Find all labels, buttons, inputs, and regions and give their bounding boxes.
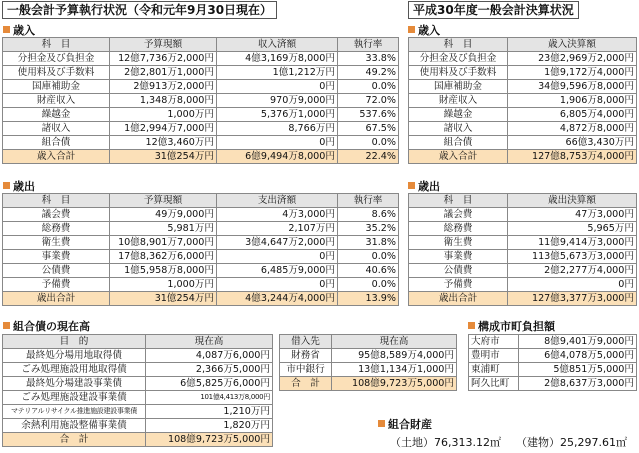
table-row (3, 377, 273, 391)
table-cell: 事業費 (3, 250, 110, 264)
table-row (409, 122, 637, 136)
table-cell: 17億8,362万6,000円 (110, 250, 217, 264)
table-cell: 0.0% (338, 80, 399, 94)
table-cell: 113億5,673万3,000円 (508, 250, 637, 264)
total-cell: 108億9,723万5,000円 (332, 377, 457, 391)
column-header: 支出済額 (217, 194, 338, 208)
table-cell: 6億5,825万6,000円 (146, 377, 273, 391)
table-cell: 1,000万円 (110, 108, 217, 122)
table-cell: 最終処分場建設事業債 (3, 377, 146, 391)
table-row (409, 250, 637, 264)
table-cell: 阿久比町 (469, 377, 519, 391)
table-cell: 4万3,000円 (217, 208, 338, 222)
table-cell: 11億9,414万3,000円 (508, 236, 637, 250)
column-header: 目 的 (3, 335, 146, 349)
table-cell: 国庫補助金 (409, 80, 508, 94)
total-cell: 歳出合計 (409, 292, 508, 306)
table-cell: 0.0% (338, 278, 399, 292)
table-cell: 101億4,413万8,000円 (146, 391, 273, 405)
table-row (409, 94, 637, 108)
table-row (409, 222, 637, 236)
revenue-budget-table (2, 37, 399, 164)
expenditure-budget-table (2, 193, 399, 306)
table-row (3, 363, 273, 377)
right-main-title: 平成30年度一般会計決算状況 (408, 1, 579, 19)
total-cell: 31億254万円 (110, 292, 217, 306)
table-cell: 諸収入 (3, 122, 110, 136)
table-cell: 66億3,430万円 (508, 136, 637, 150)
total-row (409, 150, 637, 164)
total-cell: 13.9% (338, 292, 399, 306)
table-cell: 33.8% (338, 52, 399, 66)
total-cell: 合 計 (280, 377, 332, 391)
table-cell: 0円 (217, 278, 338, 292)
column-header: 予算現額 (110, 38, 217, 52)
table-row (3, 391, 273, 405)
column-header: 科 目 (409, 194, 508, 208)
table-cell: 5,965万円 (508, 222, 637, 236)
table-cell: 繰越金 (3, 108, 110, 122)
table-cell: 10億8,901万7,000円 (110, 236, 217, 250)
table-cell: 34億9,596万8,000円 (508, 80, 637, 94)
square-marker-icon (378, 420, 385, 427)
table-cell: 公債費 (3, 264, 110, 278)
table-cell: 0円 (217, 250, 338, 264)
column-header: 予算現額 (110, 194, 217, 208)
column-header: 科 目 (409, 38, 508, 52)
column-header: 歳出決算額 (508, 194, 637, 208)
table-cell: 組合債 (3, 136, 110, 150)
table-cell: 財務省 (280, 349, 332, 363)
table-cell: 1,906万8,000円 (508, 94, 637, 108)
table-cell: 1億1,212万円 (217, 66, 338, 80)
table-cell: 2,366万5,000円 (146, 363, 273, 377)
column-header: 歳入決算額 (508, 38, 637, 52)
table-row (3, 94, 399, 108)
table-cell: 財産収入 (3, 94, 110, 108)
expenditure-settlement-table (408, 193, 637, 306)
total-row (3, 150, 399, 164)
table-cell: 2,107万円 (217, 222, 338, 236)
table-cell: 予備費 (3, 278, 110, 292)
square-marker-icon (468, 322, 475, 329)
table-row (469, 377, 637, 391)
table-cell: 大府市 (469, 335, 519, 349)
table-row (3, 122, 399, 136)
table-row (3, 222, 399, 236)
table-cell: ごみ処理施設用地取得債 (3, 363, 146, 377)
table-cell: 総務費 (3, 222, 110, 236)
table-cell: 総務費 (409, 222, 508, 236)
table-cell: 財産収入 (409, 94, 508, 108)
table-cell: 8,766万円 (217, 122, 338, 136)
table-cell: 2億2,801万1,000円 (110, 66, 217, 80)
table-cell: 組合債 (409, 136, 508, 150)
column-header: 執行率 (338, 38, 399, 52)
table-cell: 8億9,401万9,000円 (519, 335, 637, 349)
table-cell: 6億4,078万5,000円 (519, 349, 637, 363)
table-cell: 1,348万8,000円 (110, 94, 217, 108)
table-row (3, 278, 399, 292)
table-cell: 衛生費 (409, 236, 508, 250)
table-row (409, 136, 637, 150)
property-heading: 組合財産 (378, 416, 432, 432)
table-row (3, 80, 399, 94)
table-cell: 事業費 (409, 250, 508, 264)
total-cell: 22.4% (338, 150, 399, 164)
total-cell: 歳出合計 (3, 292, 110, 306)
table-cell: 4,872万8,000円 (508, 122, 637, 136)
table-row (3, 136, 399, 150)
table-cell: 議会費 (409, 208, 508, 222)
table-cell: 31.8% (338, 236, 399, 250)
table-row (409, 108, 637, 122)
table-cell: 537.6% (338, 108, 399, 122)
table-header-row (3, 194, 399, 208)
table-cell: 0円 (217, 136, 338, 150)
burden-heading: 構成市町負担額 (468, 318, 555, 334)
table-cell: 諸収入 (409, 122, 508, 136)
property-values (390, 434, 627, 450)
table-cell: 国庫補助金 (3, 80, 110, 94)
table-cell: 47万3,000円 (508, 208, 637, 222)
table-cell: 0.0% (338, 136, 399, 150)
table-cell: 使用料及び手数料 (409, 66, 508, 80)
building-area: （建物）25,297.61㎡ (515, 436, 627, 449)
table-cell: 12億7,736万2,000円 (110, 52, 217, 66)
square-marker-icon (408, 26, 415, 33)
table-cell: 6,485万9,000円 (217, 264, 338, 278)
table-cell: 1,000万円 (110, 278, 217, 292)
column-header: 借入先 (280, 335, 332, 349)
table-cell: 東浦町 (469, 363, 519, 377)
table-cell: 72.0% (338, 94, 399, 108)
table-row (3, 66, 399, 80)
column-header: 科 目 (3, 194, 110, 208)
column-header: 執行率 (338, 194, 399, 208)
table-row (3, 405, 273, 419)
table-row (469, 335, 637, 349)
table-cell: 衛生費 (3, 236, 110, 250)
table-row (469, 363, 637, 377)
table-cell: 6,805万4,000円 (508, 108, 637, 122)
table-cell: 5,376万1,000円 (217, 108, 338, 122)
table-cell: 1億5,958万8,000円 (110, 264, 217, 278)
table-header-row (409, 194, 637, 208)
table-cell: 0.0% (338, 250, 399, 264)
table-row (280, 363, 457, 377)
table-row (409, 264, 637, 278)
table-cell: 13億1,134万1,000円 (332, 363, 457, 377)
table-cell: 0円 (508, 278, 637, 292)
column-header: 収入済額 (217, 38, 338, 52)
table-cell: 40.6% (338, 264, 399, 278)
revenue-left-heading: 歳入 (3, 22, 35, 38)
table-row (3, 108, 399, 122)
table-row (3, 208, 399, 222)
table-cell: 2億8,637万3,000円 (519, 377, 637, 391)
bonds-lender-table (279, 334, 457, 391)
table-row (3, 264, 399, 278)
total-cell: 合 計 (3, 433, 146, 447)
table-cell: 1億9,172万4,000円 (508, 66, 637, 80)
table-row (409, 66, 637, 80)
table-header-row (280, 335, 457, 349)
total-cell: 6億9,494万8,000円 (217, 150, 338, 164)
table-cell: 12億3,460万円 (110, 136, 217, 150)
total-row (409, 292, 637, 306)
table-cell: 分担金及び負担金 (409, 52, 508, 66)
table-row (3, 250, 399, 264)
land-area: （土地）76,313.12㎡ (390, 436, 501, 449)
total-cell: 4億3,244万4,000円 (217, 292, 338, 306)
table-cell: 970万9,000円 (217, 94, 338, 108)
table-cell: 公債費 (409, 264, 508, 278)
table-cell: 1億2,994万7,000円 (110, 122, 217, 136)
total-cell: 歳入合計 (409, 150, 508, 164)
table-cell: 49万9,000円 (110, 208, 217, 222)
total-row (3, 292, 399, 306)
table-cell: 分担金及び負担金 (3, 52, 110, 66)
expenditure-right-heading: 歳出 (408, 178, 440, 194)
table-cell: 5億851万5,000円 (519, 363, 637, 377)
table-cell: 4,087万6,000円 (146, 349, 273, 363)
table-row (409, 236, 637, 250)
square-marker-icon (3, 322, 10, 329)
table-row (280, 349, 457, 363)
table-cell: 0円 (217, 80, 338, 94)
square-marker-icon (3, 182, 10, 189)
table-cell: 2億2,277万4,000円 (508, 264, 637, 278)
table-cell: マテリアルリサイクル推進施設建設事業債 (3, 405, 146, 419)
table-cell: 2億913万2,000円 (110, 80, 217, 94)
table-cell: 23億2,969万2,000円 (508, 52, 637, 66)
total-cell: 108億9,723万5,000円 (146, 433, 273, 447)
table-cell: 67.5% (338, 122, 399, 136)
table-cell: ごみ処理施設建設事業債 (3, 391, 146, 405)
table-cell: 使用料及び手数料 (3, 66, 110, 80)
table-cell: 最終処分場用地取得債 (3, 349, 146, 363)
table-row (409, 208, 637, 222)
table-header-row (3, 335, 273, 349)
table-row (409, 80, 637, 94)
table-cell: 3億4,647万2,000円 (217, 236, 338, 250)
table-cell: 予備費 (409, 278, 508, 292)
table-row (3, 419, 273, 433)
burden-table (468, 334, 637, 391)
table-row (3, 349, 273, 363)
table-row (409, 52, 637, 66)
square-marker-icon (3, 26, 10, 33)
bonds-heading: 組合債の現在高 (3, 318, 90, 334)
revenue-right-heading: 歳入 (408, 22, 440, 38)
total-cell: 127億8,753万4,000円 (508, 150, 637, 164)
table-cell: 8.6% (338, 208, 399, 222)
table-cell: 95億8,589万4,000円 (332, 349, 457, 363)
table-row (3, 52, 399, 66)
bonds-purpose-table (2, 334, 273, 447)
table-cell: 1,820万円 (146, 419, 273, 433)
table-row (469, 349, 637, 363)
table-cell: 議会費 (3, 208, 110, 222)
column-header: 現在高 (146, 335, 273, 349)
table-cell: 5,981万円 (110, 222, 217, 236)
table-cell: 35.2% (338, 222, 399, 236)
table-cell: 余熱利用施設整備事業債 (3, 419, 146, 433)
table-cell: 4億3,169万8,000円 (217, 52, 338, 66)
table-cell: 繰越金 (409, 108, 508, 122)
table-cell: 1,210万円 (146, 405, 273, 419)
revenue-settlement-table (408, 37, 637, 164)
table-row (409, 278, 637, 292)
total-row (3, 433, 273, 447)
total-cell: 127億3,377万3,000円 (508, 292, 637, 306)
left-main-title: 一般会計予算執行状況（令和元年9月30日現在） (2, 1, 277, 19)
table-cell: 豊明市 (469, 349, 519, 363)
table-header-row (409, 38, 637, 52)
table-cell: 49.2% (338, 66, 399, 80)
square-marker-icon (408, 182, 415, 189)
total-row (280, 377, 457, 391)
table-cell: 市中銀行 (280, 363, 332, 377)
table-header-row (3, 38, 399, 52)
total-cell: 歳入合計 (3, 150, 110, 164)
table-row (3, 236, 399, 250)
expenditure-left-heading: 歳出 (3, 178, 35, 194)
column-header: 科 目 (3, 38, 110, 52)
total-cell: 31億254万円 (110, 150, 217, 164)
column-header: 現在高 (332, 335, 457, 349)
